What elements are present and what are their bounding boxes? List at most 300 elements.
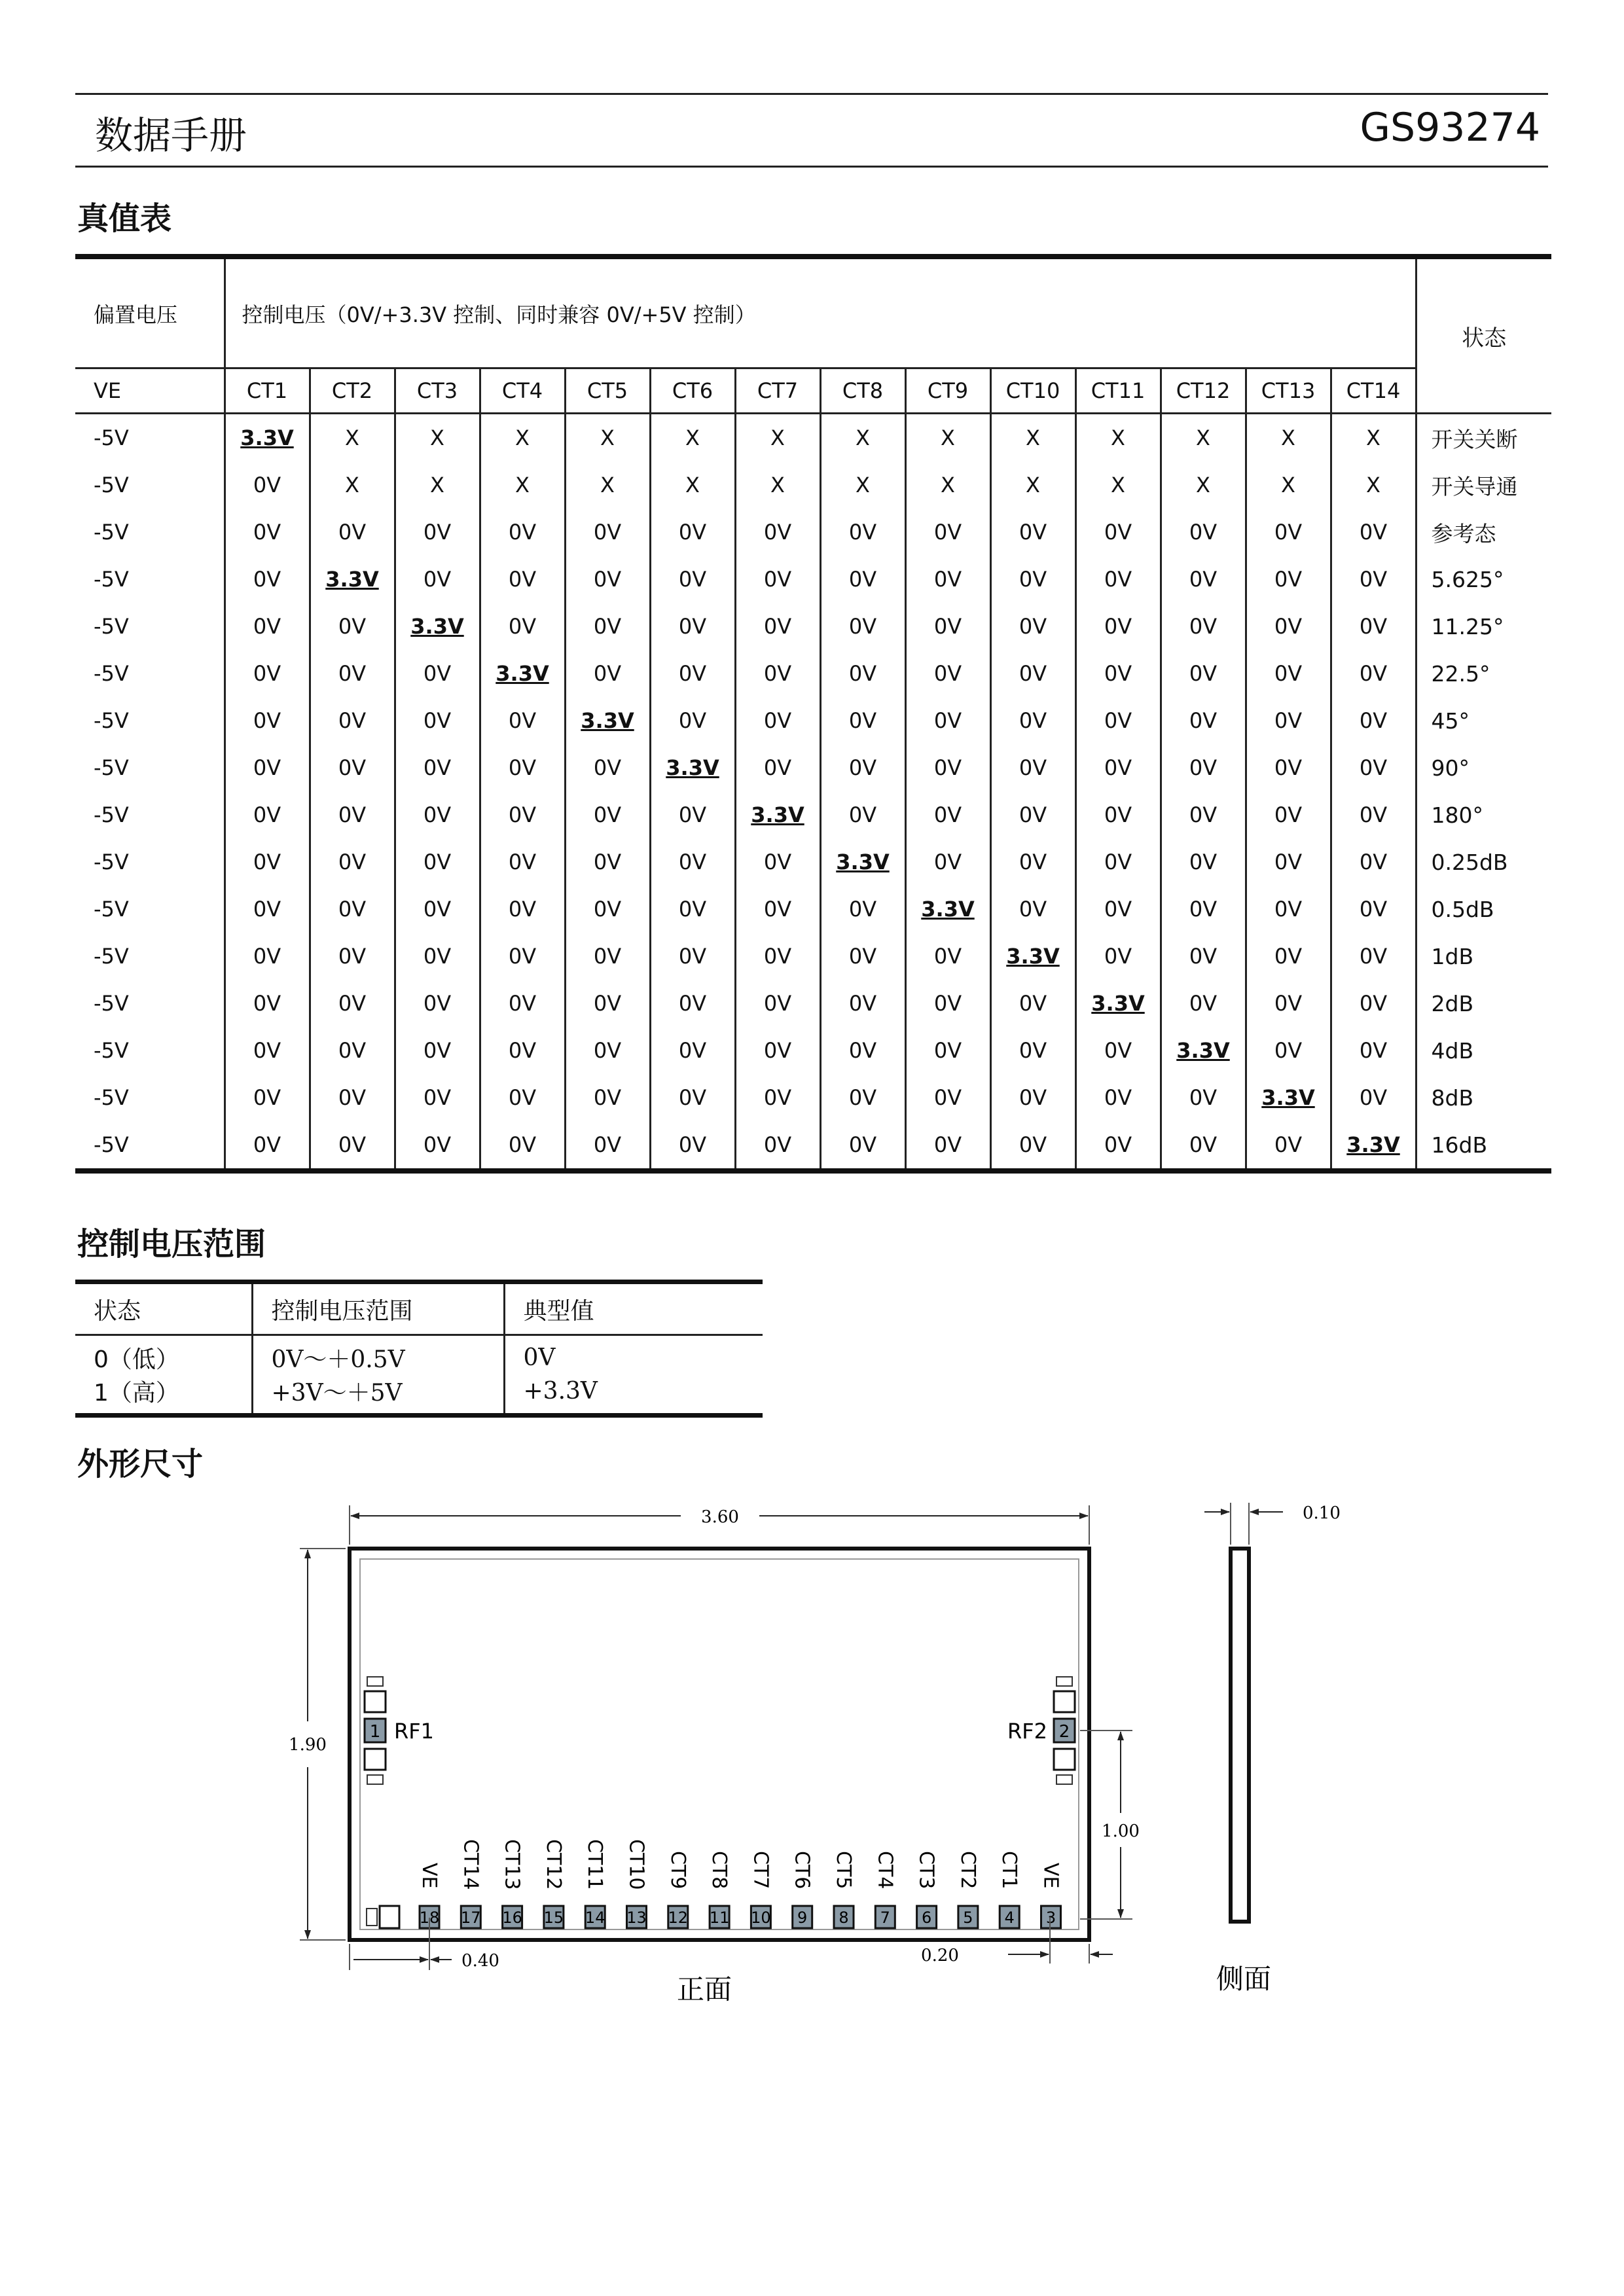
ct-cell: 0V [735, 838, 820, 886]
ct-cell: 0V [1075, 1027, 1161, 1074]
ct-cell: 0V [990, 1121, 1075, 1171]
ct-cell: 0V [1161, 886, 1246, 933]
ct-cell: 0V [990, 791, 1075, 838]
ct-cell: 0V [650, 650, 735, 697]
pin-label: CT1 [998, 1851, 1021, 1890]
ct-cell: 0V [820, 980, 905, 1027]
ct-cell: 3.3V [1246, 1074, 1331, 1121]
col-header-ct6: CT6 [650, 368, 735, 414]
ct-cell: 0V [480, 791, 565, 838]
pin-number: 6 [921, 1909, 932, 1927]
pin-label: CT3 [914, 1851, 938, 1890]
ct-cell: 0V [905, 603, 990, 650]
ct-cell: 0V [735, 1121, 820, 1171]
pin-label: CT2 [956, 1851, 979, 1890]
state-cell: 开关关断 [1416, 414, 1551, 462]
ct-cell: 0V [650, 933, 735, 980]
ct-cell: 0V [990, 1027, 1075, 1074]
range-value-low: 0V～＋0.5V [252, 1335, 504, 1375]
ct-cell: X [1246, 414, 1331, 462]
ct-cell: 0V [565, 886, 650, 933]
ct-cell: 0V [1075, 1074, 1161, 1121]
ct-cell: 0V [820, 556, 905, 603]
ct-cell: 0V [1331, 933, 1416, 980]
ct-cell: X [1331, 461, 1416, 509]
ct-cell: 0V [650, 603, 735, 650]
ct-cell: X [395, 414, 480, 462]
pin-number: 8 [839, 1909, 849, 1927]
pin-label: CT12 [541, 1839, 565, 1890]
state-header: 状态 [1416, 257, 1551, 414]
ct-cell: 0V [1075, 886, 1161, 933]
ct-cell: 0V [225, 980, 310, 1027]
state-cell: 0.5dB [1416, 886, 1551, 933]
ct-cell: 0V [905, 556, 990, 603]
pin-number: 10 [751, 1909, 771, 1927]
control-voltage-header: 控制电压（0V/+3.3V 控制、同时兼容 0V/+5V 控制） [225, 257, 1416, 368]
ct-cell: 0V [1331, 509, 1416, 556]
ct-cell: X [820, 461, 905, 509]
ct-cell: 0V [395, 1074, 480, 1121]
ct-cell: 0V [225, 933, 310, 980]
bias-voltage-header: 偏置电压 [75, 257, 225, 368]
doc-title: 数据手册 [95, 113, 247, 158]
state-cell: 5.625° [1416, 556, 1551, 603]
ct-cell: 0V [650, 1121, 735, 1171]
ct-cell: 3.3V [735, 791, 820, 838]
ct-cell: 0V [1331, 556, 1416, 603]
ct-cell: X [310, 414, 395, 462]
ct-cell: 0V [1075, 556, 1161, 603]
ct-cell: 0V [820, 1027, 905, 1074]
ct-cell: 0V [905, 744, 990, 791]
ct-cell: 0V [395, 744, 480, 791]
range-table-title: 控制电压范围 [77, 1226, 266, 1263]
ct-cell: 0V [310, 886, 395, 933]
pin-label: CT8 [708, 1851, 731, 1890]
pin-label: VE [1039, 1863, 1062, 1889]
ve-cell: -5V [94, 991, 129, 1016]
ct-cell: 0V [395, 650, 480, 697]
state-cell: 0.25dB [1416, 838, 1551, 886]
ct-cell: 0V [990, 697, 1075, 744]
ct-cell: 0V [225, 886, 310, 933]
pin-number: 17 [461, 1909, 481, 1927]
state-cell: 1dB [1416, 933, 1551, 980]
ct-cell: 0V [225, 697, 310, 744]
ct-cell: 0V [480, 1121, 565, 1171]
ct-cell: X [650, 414, 735, 462]
ct-cell: 0V [650, 886, 735, 933]
ct-cell: 0V [225, 838, 310, 886]
ct-cell: 0V [1246, 933, 1331, 980]
dim-right-offset-label: 0.20 [921, 1946, 959, 1965]
ct-cell: 0V [1075, 838, 1161, 886]
ct-cell: 0V [1331, 1027, 1416, 1074]
ct-cell: 0V [480, 838, 565, 886]
state-cell: 11.25° [1416, 603, 1551, 650]
ct-cell: 0V [1161, 1074, 1246, 1121]
state-cell: 2dB [1416, 980, 1551, 1027]
col-header-ct12: CT12 [1161, 368, 1246, 414]
ct-cell: X [1161, 461, 1246, 509]
ct-cell: X [735, 414, 820, 462]
ct-cell: 0V [820, 744, 905, 791]
state-cell: 8dB [1416, 1074, 1551, 1121]
ct-cell: 0V [735, 1074, 820, 1121]
ct-cell: 0V [905, 933, 990, 980]
ct-cell: 0V [905, 838, 990, 886]
pin-number: 14 [585, 1909, 605, 1927]
truth-table-title: 真值表 [77, 200, 172, 237]
ct-cell: X [990, 414, 1075, 462]
ct-cell: 0V [650, 1074, 735, 1121]
ct-cell: X [820, 414, 905, 462]
ct-cell: 0V [1075, 650, 1161, 697]
ct-cell: 0V [565, 980, 650, 1027]
ct-cell: 0V [820, 886, 905, 933]
ct-cell: X [1331, 414, 1416, 462]
state-cell: 开关导通 [1416, 461, 1551, 509]
ct-cell: 3.3V [650, 744, 735, 791]
ct-cell: 0V [1161, 838, 1246, 886]
ve-cell: -5V [75, 1121, 225, 1171]
pin-number: 13 [626, 1909, 647, 1927]
ct-cell: 0V [735, 744, 820, 791]
ct-cell: 0V [565, 838, 650, 886]
col-header-ct3: CT3 [395, 368, 480, 414]
ct-cell: X [310, 461, 395, 509]
ct-cell: 0V [1161, 933, 1246, 980]
ct-cell: 0V [565, 933, 650, 980]
ct-cell: 0V [480, 509, 565, 556]
ct-cell: 0V [480, 556, 565, 603]
dim-height-label: 1.90 [289, 1735, 327, 1755]
ve-cell: -5V [94, 1038, 129, 1063]
ct-cell: 0V [1331, 603, 1416, 650]
ct-cell: 0V [1331, 650, 1416, 697]
ve-cell: -5V [94, 520, 129, 545]
ct-cell: 0V [905, 509, 990, 556]
ct-cell: 0V [395, 886, 480, 933]
ct-cell: 0V [395, 933, 480, 980]
ct-cell: 3.3V [565, 697, 650, 744]
ct-cell: 0V [395, 838, 480, 886]
ct-cell: 0V [1331, 1074, 1416, 1121]
ve-cell: -5V [94, 802, 129, 827]
ct-cell: 0V [820, 697, 905, 744]
ct-cell: X [1161, 414, 1246, 462]
ct-cell: 0V [735, 886, 820, 933]
ct-cell: X [1075, 414, 1161, 462]
dim-width-label: 3.60 [701, 1507, 739, 1527]
ct-cell: 0V [1246, 650, 1331, 697]
rf1-pin-number: 1 [369, 1722, 381, 1742]
ct-cell: 0V [990, 509, 1075, 556]
ct-cell: 0V [990, 1074, 1075, 1121]
range-state-low: 0（低） [94, 1346, 179, 1373]
ct-cell: 0V [1161, 509, 1246, 556]
ct-cell: 0V [1161, 1121, 1246, 1171]
ct-cell: 0V [1246, 697, 1331, 744]
col-header-ct5: CT5 [565, 368, 650, 414]
ct-cell: 0V [480, 933, 565, 980]
part-number: GS93274 [1360, 105, 1540, 151]
ct-cell: 0V [905, 980, 990, 1027]
pin-label: CT13 [500, 1839, 524, 1890]
dim-rf-pitch-label: 1.00 [1102, 1821, 1140, 1841]
ct-cell: 0V [650, 791, 735, 838]
side-view-label: 侧面 [1216, 1963, 1272, 1995]
pin-number: 3 [1045, 1909, 1056, 1927]
ct-cell: 0V [565, 603, 650, 650]
ct-cell: 0V [1075, 933, 1161, 980]
col-header-ct2: CT2 [310, 368, 395, 414]
ct-cell: 0V [480, 1074, 565, 1121]
ct-cell: X [395, 461, 480, 509]
ct-cell: 3.3V [990, 933, 1075, 980]
ct-cell: 0V [1246, 603, 1331, 650]
pin-number: 18 [419, 1909, 440, 1927]
ct-cell: 0V [310, 509, 395, 556]
pin-row [418, 1839, 1062, 1928]
side-view-outline [1231, 1549, 1249, 1922]
ct-cell: 0V [310, 1027, 395, 1074]
ct-cell: 3.3V [1161, 1027, 1246, 1074]
ct-cell: 0V [650, 697, 735, 744]
ve-cell: -5V [94, 567, 129, 592]
ct-cell: 0V [1246, 980, 1331, 1027]
ct-cell: 0V [650, 1027, 735, 1074]
state-cell: 22.5° [1416, 650, 1551, 697]
ct-cell: 0V [310, 697, 395, 744]
ct-cell: 0V [480, 980, 565, 1027]
ve-cell: -5V [94, 1085, 129, 1110]
ct-cell: 3.3V [310, 556, 395, 603]
ct-cell: 0V [480, 1027, 565, 1074]
ct-cell: 3.3V [820, 838, 905, 886]
pin-label: CT14 [459, 1839, 482, 1890]
ct-cell: 0V [1075, 697, 1161, 744]
col-header-ct4: CT4 [480, 368, 565, 414]
ct-cell: 0V [1161, 744, 1246, 791]
col-header-ct13: CT13 [1246, 368, 1331, 414]
range-value-high: +3V～＋5V [252, 1374, 504, 1416]
ct-cell: 3.3V [480, 650, 565, 697]
ct-cell: 0V [225, 461, 310, 509]
pin-label: CT4 [873, 1851, 897, 1890]
ct-cell: 0V [480, 603, 565, 650]
col-header-ct8: CT8 [820, 368, 905, 414]
dim-thickness-label: 0.10 [1303, 1503, 1341, 1523]
ct-cell: 0V [310, 1074, 395, 1121]
col-header-ct11: CT11 [1075, 368, 1161, 414]
ct-cell: 0V [565, 556, 650, 603]
typical-value-high: +3.3V [504, 1374, 763, 1416]
ct-cell: 0V [565, 1074, 650, 1121]
ct-cell: 0V [905, 791, 990, 838]
pin-label: CT6 [790, 1851, 814, 1890]
ct-cell: 3.3V [395, 603, 480, 650]
ct-cell: 0V [1161, 980, 1246, 1027]
ct-cell: 0V [905, 1027, 990, 1074]
ct-cell: X [990, 461, 1075, 509]
ct-cell: 0V [225, 744, 310, 791]
ct-cell: 0V [1331, 980, 1416, 1027]
dimensions-title: 外形尺寸 [77, 1446, 204, 1482]
ct-cell: 0V [650, 838, 735, 886]
state-cell: 参考态 [1416, 509, 1551, 556]
ct-cell: 0V [735, 509, 820, 556]
pin-number: 9 [797, 1909, 808, 1927]
rf2-label: RF2 [1007, 1719, 1047, 1744]
typical-value-low: 0V [504, 1335, 763, 1375]
ct-cell: 0V [820, 603, 905, 650]
ct-cell: 0V [1161, 697, 1246, 744]
ve-cell: -5V [94, 614, 129, 639]
ct-cell: 0V [1246, 791, 1331, 838]
ct-cell: 0V [395, 980, 480, 1027]
range-header-typical: 典型值 [504, 1282, 763, 1335]
pin-label: CT9 [666, 1851, 689, 1890]
pin-number: 4 [1004, 1909, 1015, 1927]
ct-cell: 0V [905, 1121, 990, 1171]
ct-cell: X [565, 461, 650, 509]
ct-cell: 0V [990, 603, 1075, 650]
ct-cell: 0V [1075, 603, 1161, 650]
ct-cell: 0V [990, 556, 1075, 603]
front-view-label: 正面 [676, 1973, 732, 2005]
ct-cell: 0V [905, 1074, 990, 1121]
ct-cell: 3.3V [1075, 980, 1161, 1027]
range-state-high: 1（高） [75, 1374, 252, 1416]
ct-cell: 0V [225, 1074, 310, 1121]
ct-cell: 0V [480, 697, 565, 744]
ct-cell: 0V [735, 697, 820, 744]
ct-cell: 0V [565, 791, 650, 838]
ct-cell: 0V [650, 980, 735, 1027]
ct-cell: 0V [1161, 556, 1246, 603]
ct-cell: 0V [310, 1121, 395, 1171]
ct-cell: 0V [650, 556, 735, 603]
ct-cell: 0V [395, 1027, 480, 1074]
ct-cell: 0V [310, 744, 395, 791]
pin-label: CT11 [583, 1839, 607, 1890]
ct-cell: 0V [1246, 556, 1331, 603]
ct-cell: 0V [650, 509, 735, 556]
ct-cell: 0V [1246, 744, 1331, 791]
ct-cell: 0V [1075, 744, 1161, 791]
ct-cell: 0V [225, 1027, 310, 1074]
ct-cell: 0V [310, 980, 395, 1027]
ct-cell: X [905, 461, 990, 509]
pin-label: CT7 [749, 1851, 772, 1890]
ct-cell: 0V [480, 886, 565, 933]
ve-header: VE [75, 368, 225, 414]
ct-cell: X [1075, 461, 1161, 509]
ve-cell: -5V [94, 661, 129, 686]
ct-cell: X [905, 414, 990, 462]
ct-cell: X [735, 461, 820, 509]
pin-number: 12 [668, 1909, 689, 1927]
ct-cell: 0V [1246, 509, 1331, 556]
ct-cell: 0V [310, 603, 395, 650]
ct-cell: X [565, 414, 650, 462]
state-cell: 16dB [1416, 1121, 1551, 1171]
ct-cell: 0V [990, 744, 1075, 791]
ct-cell: 0V [735, 556, 820, 603]
ct-cell: 0V [820, 650, 905, 697]
ct-cell: 0V [990, 980, 1075, 1027]
ct-cell: 0V [1075, 1121, 1161, 1171]
ct-cell: 0V [735, 1027, 820, 1074]
state-cell: 4dB [1416, 1027, 1551, 1074]
pin-number: 15 [543, 1909, 564, 1927]
ct-cell: X [1246, 461, 1331, 509]
ct-cell: 0V [225, 650, 310, 697]
pin-label: VE [418, 1863, 441, 1889]
ct-cell: 0V [395, 556, 480, 603]
ct-cell: 0V [1075, 791, 1161, 838]
ct-cell: 0V [310, 791, 395, 838]
ct-cell: 0V [905, 650, 990, 697]
ct-cell: 0V [820, 509, 905, 556]
state-cell: 90° [1416, 744, 1551, 791]
ct-cell: 0V [990, 886, 1075, 933]
ct-cell: 0V [1161, 650, 1246, 697]
ct-cell: 0V [1246, 1121, 1331, 1171]
pin-number: 16 [502, 1909, 522, 1927]
ct-cell: 0V [395, 1121, 480, 1171]
ct-cell: 0V [1161, 603, 1246, 650]
ct-cell: 0V [820, 791, 905, 838]
ct-cell: 0V [225, 791, 310, 838]
ct-cell: 0V [735, 980, 820, 1027]
ve-cell: -5V [94, 708, 129, 733]
ve-cell: -5V [94, 755, 129, 780]
ct-cell: 3.3V [1331, 1121, 1416, 1171]
col-header-ct1: CT1 [225, 368, 310, 414]
rf2-pin-number: 2 [1058, 1722, 1070, 1742]
ct-cell: 0V [480, 744, 565, 791]
ct-cell: 0V [565, 1027, 650, 1074]
pin-number: 5 [963, 1909, 973, 1927]
ct-cell: 0V [395, 791, 480, 838]
ve-cell: -5V [94, 473, 129, 497]
rf1-label: RF1 [394, 1719, 434, 1744]
ct-cell: 0V [395, 697, 480, 744]
pin-number: 11 [709, 1909, 730, 1927]
ct-cell: 0V [225, 556, 310, 603]
ct-cell: 0V [225, 603, 310, 650]
col-header-ct10: CT10 [990, 368, 1075, 414]
ct-cell: 0V [225, 509, 310, 556]
ct-cell: 0V [1331, 886, 1416, 933]
ct-cell: X [480, 461, 565, 509]
pin-label: CT5 [832, 1851, 855, 1890]
ct-cell: 0V [1331, 744, 1416, 791]
range-header-range: 控制电压范围 [252, 1282, 504, 1335]
ct-cell: 0V [735, 933, 820, 980]
ct-cell: 0V [395, 509, 480, 556]
ve-cell: -5V [94, 850, 129, 874]
ct-cell: 0V [1246, 1027, 1331, 1074]
state-cell: 180° [1416, 791, 1551, 838]
ct-cell: 0V [310, 933, 395, 980]
ve-cell: -5V [94, 944, 129, 969]
ct-cell: X [650, 461, 735, 509]
ct-cell: X [480, 414, 565, 462]
